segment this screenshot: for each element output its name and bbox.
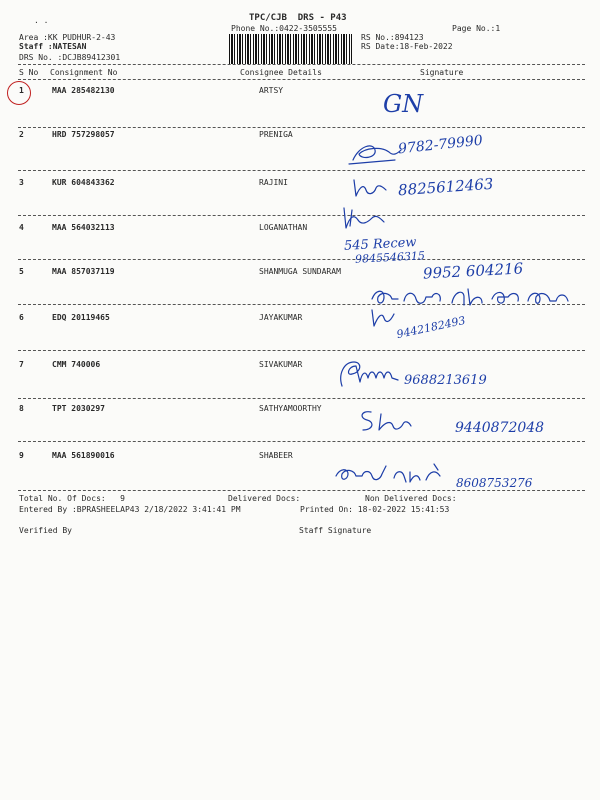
row-divider bbox=[18, 170, 585, 171]
handwritten-phone-row-2: 9782-79990 bbox=[397, 132, 484, 158]
row-consignee: PRENIGA bbox=[259, 130, 293, 139]
handwritten-phone-row-7: 9688213619 bbox=[404, 373, 487, 388]
row-divider bbox=[18, 490, 585, 491]
handwritten-phone-row-6: 9442182493 bbox=[395, 313, 467, 342]
row-consignee: SATHYAMOORTHY bbox=[259, 404, 322, 413]
row-consignee: JAYAKUMAR bbox=[259, 313, 303, 322]
staff-label: Staff :NATESAN bbox=[19, 42, 87, 51]
row-divider bbox=[18, 127, 585, 128]
signature-scribble-row-9 bbox=[330, 462, 450, 488]
row-consignment-no: KUR 604843362 bbox=[52, 178, 115, 187]
row-consignee: SHABEER bbox=[259, 451, 293, 460]
handwritten-phone-row-4: 9845546315 bbox=[354, 249, 426, 266]
handwritten-note-row-4: 545 Recew bbox=[343, 235, 417, 254]
signature-scribble-row-4 bbox=[338, 204, 388, 232]
document-title: TPC/CJB DRS - P43 bbox=[249, 13, 347, 23]
row-consignment-no: CMM 740006 bbox=[52, 360, 101, 369]
row-divider bbox=[18, 350, 585, 351]
row-sno: 8 bbox=[19, 404, 24, 413]
handwritten-phone-row-5: 9952 604216 bbox=[422, 259, 524, 283]
area-label: Area :KK PUDHUR-2-43 bbox=[19, 33, 116, 42]
col-header-signature: Signature bbox=[420, 68, 464, 77]
col-header-consignment: Consignment No bbox=[50, 68, 118, 77]
row-sno: 3 bbox=[19, 178, 24, 187]
drs-number: DRS No. :DCJB89412301 bbox=[19, 53, 121, 62]
row-consignee: SIVAKUMAR bbox=[259, 360, 303, 369]
handwritten-phone-row-3: 8825612463 bbox=[397, 174, 494, 200]
handwritten-phone-row-9: 8608753276 bbox=[456, 476, 533, 490]
row-consignment-no: TPT 2030297 bbox=[52, 404, 105, 413]
rs-number: RS No.:894123 bbox=[361, 33, 424, 42]
total-docs: Total No. Of Docs: 9 bbox=[19, 494, 125, 503]
row-divider bbox=[18, 441, 585, 442]
row-consignment-no: EDQ 20119465 bbox=[52, 313, 110, 322]
signature-tamil-script-row-5 bbox=[368, 283, 578, 309]
page-number: Page No.:1 bbox=[452, 24, 501, 33]
handwritten-phone-row-8: 9440872048 bbox=[455, 420, 545, 436]
row-sno: 7 bbox=[19, 360, 24, 369]
staff-signature-label: Staff Signature bbox=[299, 526, 372, 535]
col-header-sno: S No bbox=[19, 68, 39, 77]
row-consignee: LOGANATHAN bbox=[259, 223, 308, 232]
row-sno: 1 bbox=[19, 86, 24, 95]
printed-on: Printed On: 18-02-2022 15:41:53 bbox=[300, 505, 450, 514]
row-consignment-no: MAA 561890016 bbox=[52, 451, 115, 460]
col-header-consignee: Consignee Details bbox=[240, 68, 322, 77]
barcode bbox=[229, 34, 352, 64]
handwritten-signature-row-1: GN bbox=[383, 90, 424, 118]
signature-scribble-row-2 bbox=[345, 138, 405, 168]
row-divider bbox=[18, 215, 585, 216]
row-sno: 6 bbox=[19, 313, 24, 322]
header-divider bbox=[18, 64, 585, 65]
row-consignee: ARTSY bbox=[259, 86, 284, 95]
signature-scribble-row-7 bbox=[332, 356, 402, 390]
signature-scribble-row-3 bbox=[350, 176, 390, 200]
row-consignment-no: MAA 285482130 bbox=[52, 86, 115, 95]
row-consignee: RAJINI bbox=[259, 178, 288, 187]
row-sno: 9 bbox=[19, 451, 24, 460]
entered-by: Entered By :BPRASHEELAP43 2/18/2022 3:41:41 PM bbox=[19, 505, 241, 514]
row-sno: 2 bbox=[19, 130, 24, 139]
column-header-divider bbox=[18, 79, 585, 80]
row-sno: 5 bbox=[19, 267, 24, 276]
signature-scribble-row-6 bbox=[368, 304, 398, 330]
rs-date: RS Date:18-Feb-2022 bbox=[361, 42, 453, 51]
row-divider bbox=[18, 398, 585, 399]
row-consignment-no: MAA 857037119 bbox=[52, 267, 115, 276]
verified-by: Verified By bbox=[19, 526, 72, 535]
non-delivered-docs: Non Delivered Docs: bbox=[365, 494, 457, 503]
delivered-docs: Delivered Docs: bbox=[228, 494, 301, 503]
row-sno: 4 bbox=[19, 223, 24, 232]
row-consignee: SHANMUGA SUNDARAM bbox=[259, 267, 341, 276]
signature-scribble-row-8 bbox=[355, 404, 415, 436]
row-consignment-no: HRD 757298057 bbox=[52, 130, 115, 139]
row-consignment-no: MAA 564032113 bbox=[52, 223, 115, 232]
phone-number: Phone No.:0422-3505555 bbox=[231, 24, 337, 33]
corner-mark: . . bbox=[34, 16, 49, 25]
